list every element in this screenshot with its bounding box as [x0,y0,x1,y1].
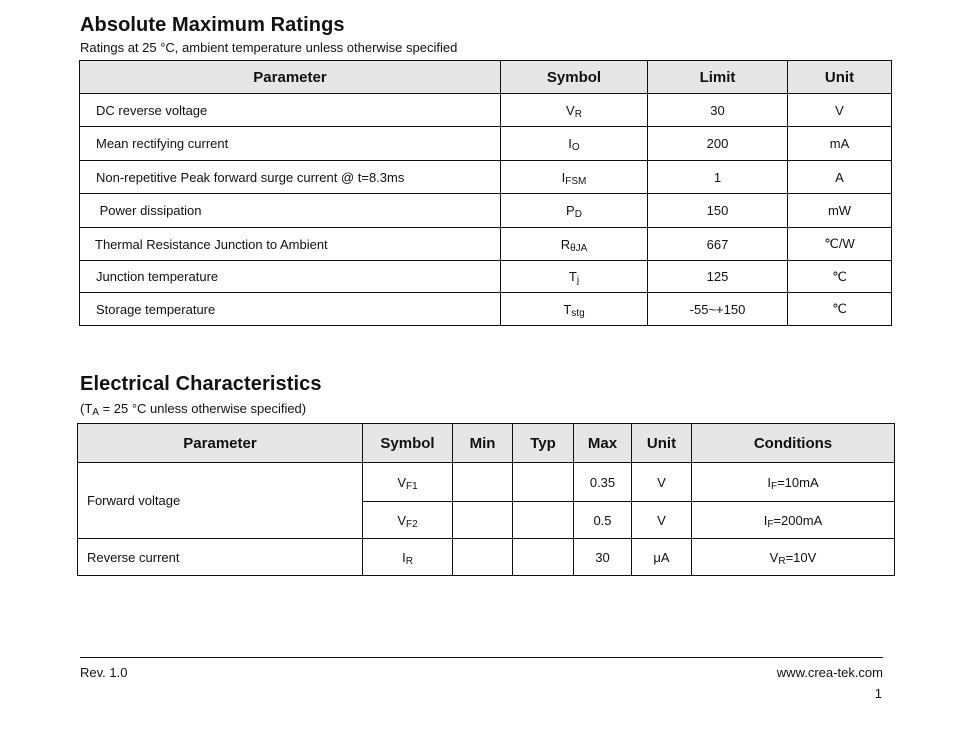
ec-header-parameter: Parameter [78,424,363,463]
unit-cell: A [788,161,892,194]
typ-cell [513,539,574,576]
footer-divider [80,657,883,658]
symbol-cell: $I_{FSM}$ [501,161,648,194]
conditions-cell: $V_R=10V$ [692,539,895,576]
unit-cell: μA [632,539,692,576]
param-cell: Non-repetitive Peak forward surge current @ t=8.3ms [80,161,501,194]
unit-cell: mA [788,127,892,161]
unit-cell: ℃ [788,293,892,326]
symbol-cell: $T_{stg}$ [501,293,648,326]
website-link[interactable]: www.crea-tek.com [776,665,883,680]
unit-cell: mW [788,194,892,228]
param-cell: Power dissipation [80,194,501,228]
limit-cell: 667 [648,228,788,261]
amr-subtitle: Ratings at 25 °C, ambient temperature unless otherwise specified [80,40,458,55]
conditions-cell: $I_F=10mA$ [692,463,895,502]
ec-header-row [78,424,895,463]
symbol-cell: $I_R$ [363,539,453,576]
param-cell: Thermal Resistance Junction to Ambient [80,228,501,261]
param-cell: Storage temperature [80,293,501,326]
table-row [78,539,895,576]
table-row [78,463,895,502]
unit-cell: V [632,463,692,502]
typ-cell [513,502,574,539]
table-row [80,228,892,261]
amr-title: Absolute Maximum Ratings [80,14,345,36]
unit-cell: ℃/W [788,228,892,261]
param-cell: DC reverse voltage [80,94,501,127]
conditions-cell: $I_F=200mA$ [692,502,895,539]
symbol-cell: $I_O$ [501,127,648,161]
electrical-characteristics-table [77,423,895,576]
max-cell: 30 [574,539,632,576]
param-cell: Forward voltage [78,463,363,539]
max-cell: 0.35 [574,463,632,502]
table-row [80,94,892,127]
amr-header-unit: Unit [788,61,892,94]
table-row [80,127,892,161]
limit-cell: 150 [648,194,788,228]
ec-subtitle: ($T_A = 25$ °C unless otherwise specified) [80,401,307,418]
limit-cell: 200 [648,127,788,161]
absolute-maximum-ratings-table [79,60,892,326]
symbol-cell: $P_D$ [501,194,648,228]
amr-header-limit: Limit [648,61,788,94]
limit-cell: 1 [648,161,788,194]
amr-header-row [80,61,892,94]
max-cell: 0.5 [574,502,632,539]
min-cell [453,539,513,576]
ec-title: Electrical Characteristics [80,373,322,395]
min-cell [453,463,513,502]
symbol-cell: $V_{F2}$ [363,502,453,539]
table-row [80,261,892,293]
symbol-cell: $T_j$ [501,261,648,293]
amr-header-parameter: Parameter [80,61,501,94]
ec-header-conditions: Conditions [692,424,895,463]
param-cell: Reverse current [78,539,363,576]
typ-cell [513,463,574,502]
symbol-cell: $V_{F1}$ [363,463,453,502]
ec-header-typ: Typ [513,424,574,463]
param-cell: Junction temperature [80,261,501,293]
table-row [80,293,892,326]
table-row [80,194,892,228]
ec-header-symbol: Symbol [363,424,453,463]
unit-cell: V [632,502,692,539]
param-cell: Mean rectifying current [80,127,501,161]
ec-header-max: Max [574,424,632,463]
unit-cell: ℃ [788,261,892,293]
ec-header-unit: Unit [632,424,692,463]
table-row [80,161,892,194]
min-cell [453,502,513,539]
revision-label: Rev. 1.0 [80,665,128,680]
limit-cell: -55~+150 [648,293,788,326]
limit-cell: 125 [648,261,788,293]
page-number: 1 [874,686,882,701]
symbol-cell: $V_R$ [501,94,648,127]
limit-cell: 30 [648,94,788,127]
amr-header-symbol: Symbol [501,61,648,94]
symbol-cell: $R_{\theta JA}$ [501,228,648,261]
ec-header-min: Min [453,424,513,463]
unit-cell: V [788,94,892,127]
